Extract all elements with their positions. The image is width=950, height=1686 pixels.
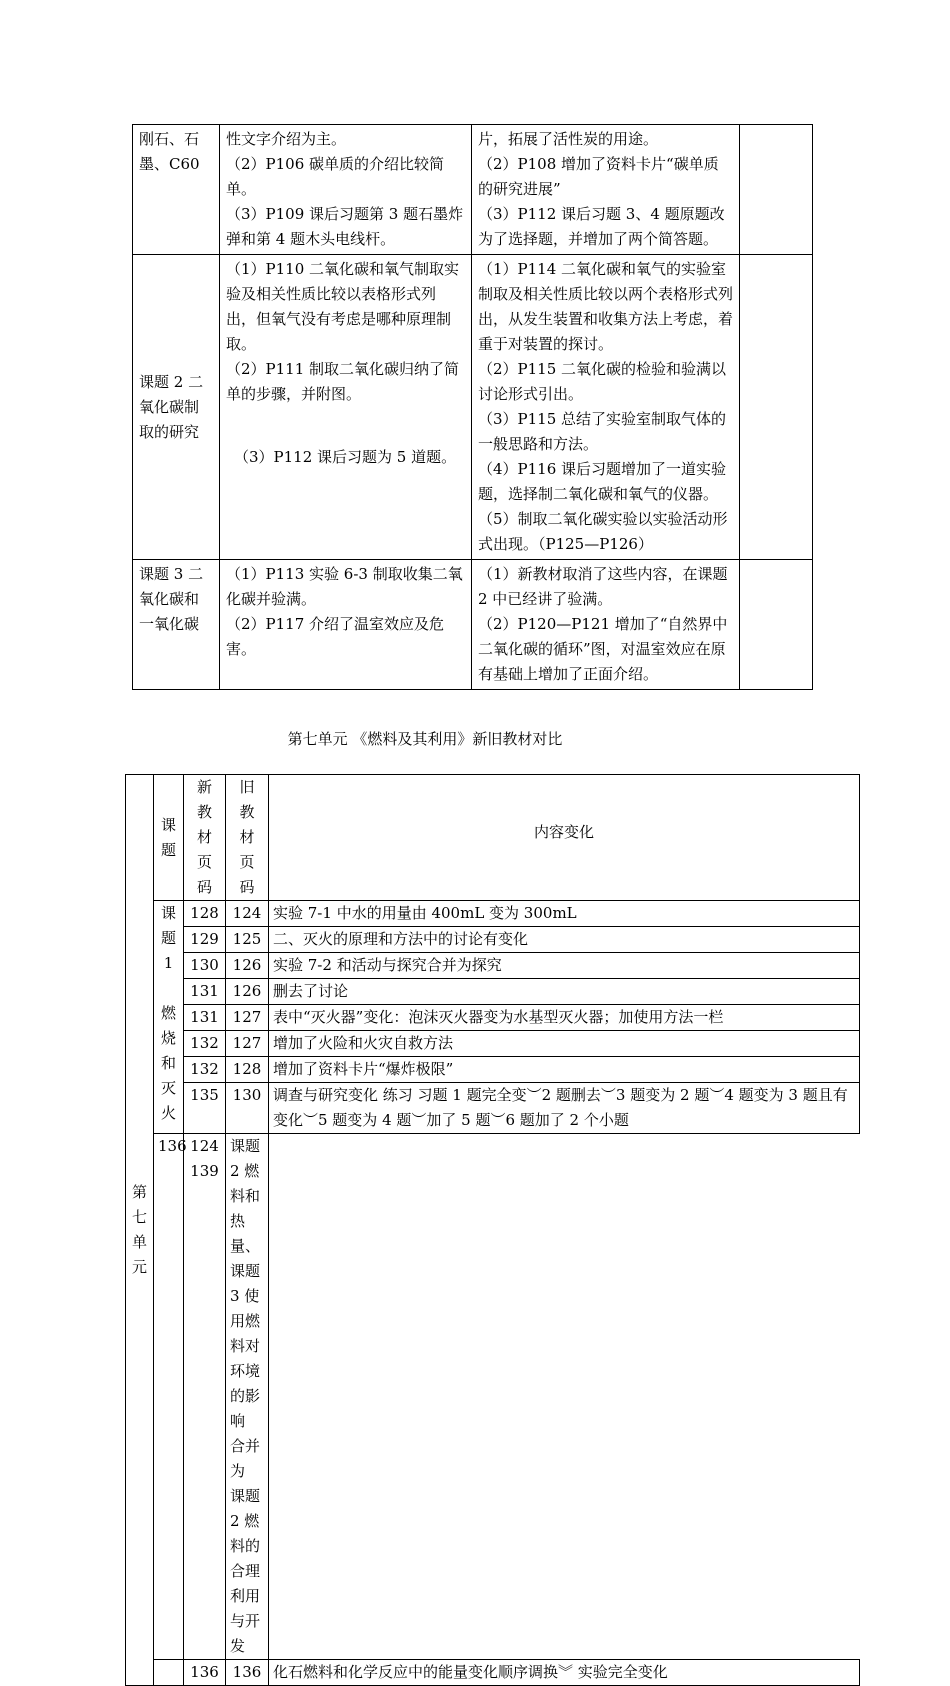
topic1-label: 课 题 1	[160, 904, 176, 972]
header-row	[126, 775, 860, 901]
change-cell: 增加了火险和火灾自救方法	[269, 1031, 860, 1057]
table-caption	[0, 727, 950, 751]
topic-text: 课题 2 二氧化碳制取的研究	[139, 372, 204, 441]
paragraph: （1）P110 二氧化碳和氧气制取实验及相关性质比较以表格形式列出，但氧气没有考虑是哪种原理制取。	[226, 260, 460, 353]
new-page-cell: 136	[184, 1660, 226, 1686]
paragraph: （1）新教材取消了这些内容，在课题 2 中已经讲了验满。	[478, 565, 728, 608]
topic-cell	[133, 255, 220, 560]
paragraph: （2）P111 制取二氧化碳归纳了简单的步骤，并附图。	[226, 360, 460, 403]
paragraph: （3）P112 课后习题 3、4 题原题改为了选择题，并增加了两个简答题。	[478, 205, 725, 248]
change-cell: 增加了资料卡片“爆炸极限”	[269, 1057, 860, 1083]
old-page-cell: 127	[226, 1005, 269, 1031]
table-row	[126, 1057, 860, 1083]
paragraph: （1）P113 实验 6-3 制取收集二氧化碳并验满。	[226, 565, 463, 608]
topic-text: 课题 3 二氧化碳和一氧化碳	[139, 565, 204, 633]
change-cell: 表中“灭火器”变化：泡沫灭火器变为水基型灭火器；加使用方法一栏	[269, 1005, 860, 1031]
paragraph: （3）P109 课后习题第 3 题石墨炸弹和第 4 题木头电线杆。	[226, 205, 464, 248]
paragraph: （4）P116 课后习题增加了一道实验题，选择制二氧化碳和氧气的仪器。	[478, 460, 727, 503]
header-old-page	[226, 775, 269, 901]
new-page-cell: 130	[184, 953, 226, 979]
table-row	[126, 901, 860, 927]
topic-text: 刚石、石墨、C60	[139, 130, 200, 173]
old-page-cell: 124 139	[184, 1134, 226, 1660]
paragraph: （2）P117 介绍了温室效应及危害。	[226, 615, 445, 658]
new-content-cell	[472, 255, 740, 560]
table-row	[126, 1083, 860, 1134]
table-row	[126, 927, 860, 953]
new-page-cell: 136	[154, 1134, 184, 1660]
old-content-cell	[220, 125, 472, 255]
header-text: 新 教 材 页 码	[196, 778, 212, 896]
change-cell: 实验 7-2 和活动与探究合并为探究	[269, 953, 860, 979]
comparison-table-unit7	[125, 774, 860, 1686]
paragraph: （2）P120—P121 增加了“自然界中二氧化碳的循环”图，对温室效应在原有基础上增加了正面介绍。	[478, 615, 728, 683]
header-text: 课 题	[160, 815, 176, 859]
old-content-cell	[220, 560, 472, 690]
spacer	[226, 407, 465, 445]
new-content-cell	[472, 125, 740, 255]
empty-cell	[740, 255, 813, 560]
old-page-cell: 126	[226, 979, 269, 1005]
empty-cell	[740, 125, 813, 255]
paragraph: （3）P115 总结了实验室制取气体的一般思路和方法。	[478, 410, 727, 453]
change-cell: 实验 7-1 中水的用量由 400mL 变为 300mL	[269, 901, 860, 927]
empty-cell	[740, 560, 813, 690]
caption-text: 第七单元 《燃料及其利用》新旧教材对比	[287, 730, 563, 748]
empty-topic-cell	[154, 1660, 184, 1686]
new-page-cell: 132	[184, 1057, 226, 1083]
topic-cell	[133, 560, 220, 690]
topic-cell	[133, 125, 220, 255]
header-text: 内容变化	[533, 823, 594, 841]
header-change	[269, 775, 860, 901]
unit-label-cell	[126, 775, 154, 1686]
old-page-cell: 130	[226, 1083, 269, 1134]
paragraph: （2）P115 二氧化碳的检验和验满以讨论形式引出。	[478, 360, 727, 403]
paragraph: （3）P112 课后习题为 5 道题。	[234, 448, 457, 466]
comparison-table-unit6	[132, 124, 813, 690]
old-page-cell: 126	[226, 953, 269, 979]
new-page-cell: 129	[184, 927, 226, 953]
table-row	[126, 1134, 860, 1660]
table-row	[126, 953, 860, 979]
unit-label: 第 七 单 元	[131, 1183, 147, 1276]
table-row	[126, 979, 860, 1005]
change-cell: 二、灭火的原理和方法中的讨论有变化	[269, 927, 860, 953]
topic1-name: 燃 烧 和 灭 火	[160, 1004, 176, 1122]
paragraph: （2）P108 增加了资料卡片“碳单质的研究进展”	[478, 155, 719, 198]
table-row	[126, 1005, 860, 1031]
header-topic	[154, 775, 184, 901]
table-row	[126, 1660, 860, 1686]
change-cell: 删去了讨论	[269, 979, 860, 1005]
change-cell: 课题 2 燃料和热量、课题 3 使用燃料对环境的影响 合并为 课题 2 燃料的合理利用与开发	[226, 1134, 269, 1660]
old-page-cell: 127	[226, 1031, 269, 1057]
paragraph: 性文字介绍为主。	[226, 130, 347, 148]
paragraph: （1）P114 二氧化碳和氧气的实验室制取及相关性质比较以两个表格形式列出，从发生装置和收集方法上考虑，着重于对装置的探讨。	[478, 260, 734, 353]
new-page-cell: 132	[184, 1031, 226, 1057]
header-text: 旧 教 材 页 码	[239, 778, 255, 896]
old-page-cell: 128	[226, 1057, 269, 1083]
old-page-cell: 136	[226, 1660, 269, 1686]
new-content-cell	[472, 560, 740, 690]
topic1-cell	[154, 901, 184, 1134]
table-row	[133, 560, 813, 690]
new-page-cell: 135	[184, 1083, 226, 1134]
table-row	[133, 255, 813, 560]
old-page-cell: 124	[226, 901, 269, 927]
paragraph: （5）制取二氧化碳实验以实验活动形式出现。（P125—P126）	[478, 510, 728, 553]
old-page-cell: 125	[226, 927, 269, 953]
paragraph: （2）P106 碳单质的介绍比较简单。	[226, 155, 445, 198]
new-page-cell: 128	[184, 901, 226, 927]
change-cell: 化石燃料和化学反应中的能量变化顺序调换︾ 实验完全变化	[269, 1660, 860, 1686]
table-row	[133, 125, 813, 255]
table-row	[126, 1031, 860, 1057]
old-content-cell	[220, 255, 472, 560]
change-cell: 调查与研究变化 练习 习题 1 题完全变︶2 题删去︶3 题变为 2 题︶4 题变为 3 题且有变化︶5 题变为 4 题︶加了 5 题︶6 题加了 2 个小题	[269, 1083, 860, 1134]
new-page-cell: 131	[184, 1005, 226, 1031]
header-new-page	[184, 775, 226, 901]
paragraph: 片，拓展了活性炭的用途。	[478, 130, 659, 148]
new-page-cell: 131	[184, 979, 226, 1005]
